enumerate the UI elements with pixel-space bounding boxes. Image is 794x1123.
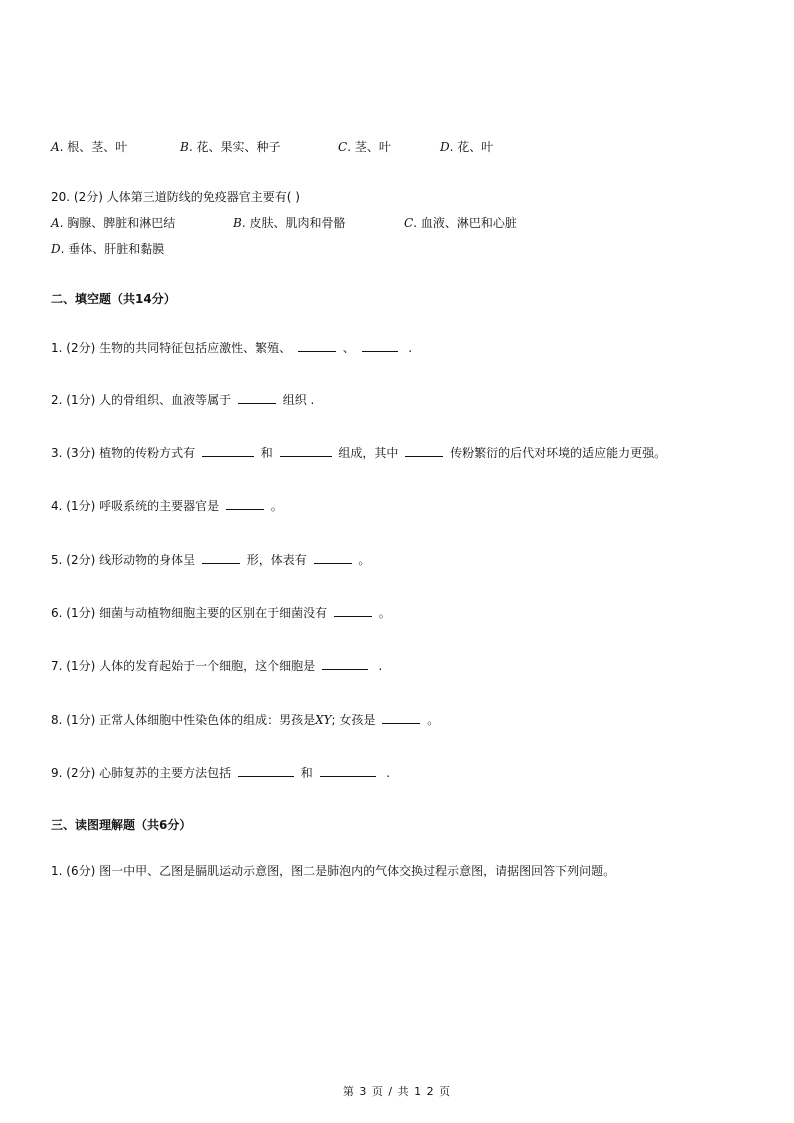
answer-blank[interactable] xyxy=(226,498,264,510)
answer-blank[interactable] xyxy=(280,445,332,457)
q20-option-b: B. 皮肤、肌肉和骨骼 xyxy=(233,216,346,230)
option-d: D. 花、叶 xyxy=(440,140,494,154)
question-20-stem: 20. (2分) 人体第三道防线的免疫器官主要有( ) xyxy=(51,190,300,204)
answer-blank[interactable] xyxy=(405,445,443,457)
option-c: C. 茎、叶 xyxy=(338,140,391,154)
fill-question-6: 6. (1分) 细菌与动植物细胞主要的区别在于细菌没有 。 xyxy=(51,606,391,620)
section-2-title: 二、填空题（共14分） xyxy=(51,292,176,306)
fill-question-9: 9. (2分) 心肺复苏的主要方法包括 和 . xyxy=(51,766,391,780)
fill-question-7: 7. (1分) 人体的发育起始于一个细胞，这个细胞是 . xyxy=(51,659,383,673)
fill-question-3: 3. (3分) 植物的传粉方式有 和 组成，其中 传粉繁衍的后代对环境的适应能力更强。 xyxy=(51,446,667,460)
q20-option-d: D. 垂体、肝脏和黏膜 xyxy=(51,242,165,256)
answer-blank[interactable] xyxy=(238,392,276,404)
answer-blank[interactable] xyxy=(202,552,240,564)
option-b: B. 花、果实、种子 xyxy=(180,140,281,154)
diagram-question-1: 1. (6分) 图一中甲、乙图是膈肌运动示意图，图二是肺泡内的气体交换过程示意图，请据图回答下列问题。 xyxy=(51,864,616,878)
answer-blank[interactable] xyxy=(322,658,368,670)
fill-question-4: 4. (1分) 呼吸系统的主要器官是 。 xyxy=(51,499,283,513)
q20-option-c: C. 血液、淋巴和心脏 xyxy=(404,216,517,230)
answer-blank[interactable] xyxy=(238,765,294,777)
answer-blank[interactable] xyxy=(298,340,336,352)
answer-blank[interactable] xyxy=(382,712,420,724)
fill-question-2: 2. (1分) 人的骨组织、血液等属于 组织 . xyxy=(51,393,315,407)
answer-blank[interactable] xyxy=(314,552,352,564)
answer-blank[interactable] xyxy=(320,765,376,777)
page-number: 第 3 页 / 共 1 2 页 xyxy=(342,1085,452,1098)
answer-blank[interactable] xyxy=(334,605,372,617)
section-3-title: 三、读图理解题（共6分） xyxy=(51,818,192,832)
q20-option-a: A. 胸腺、脾脏和淋巴结 xyxy=(51,216,176,230)
fill-question-8: 8. (1分) 正常人体细胞中性染色体的组成：男孩是XY; 女孩是 。 xyxy=(51,713,440,727)
fill-question-5: 5. (2分) 线形动物的身体呈 形，体表有 。 xyxy=(51,553,371,567)
answer-blank[interactable] xyxy=(362,340,398,352)
answer-blank[interactable] xyxy=(202,445,254,457)
fill-question-1: 1. (2分) 生物的共同特征包括应激性、繁殖、 、 . xyxy=(51,341,413,355)
option-a: A. 根、茎、叶 xyxy=(51,140,128,154)
